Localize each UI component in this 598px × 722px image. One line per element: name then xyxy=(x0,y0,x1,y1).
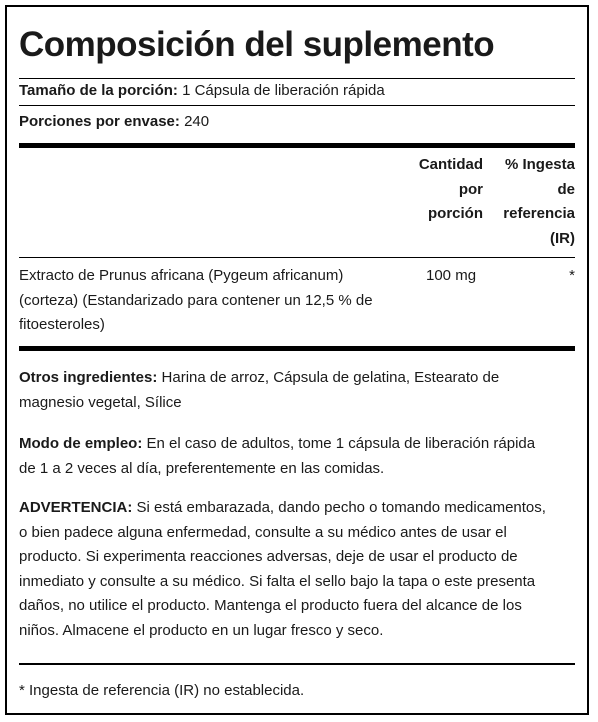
serving-size-value: 1 Cápsula de liberación rápida xyxy=(182,82,385,99)
divider-thick xyxy=(19,143,575,148)
directions-line: de 1 a 2 veces al día, preferentemente en las comidas. xyxy=(19,459,385,477)
divider-thin xyxy=(19,663,575,665)
divider-thin xyxy=(19,257,575,258)
panel-title: Composición del suplemento xyxy=(19,25,495,64)
header-line: referencia xyxy=(503,205,575,222)
servings-per-container-value: 240 xyxy=(184,113,210,130)
header-line: Cantidad xyxy=(418,156,483,173)
warning-line: o bien padece alguna enfermedad, consulte a su médico antes de usar el xyxy=(19,523,507,541)
other-ingredients-text: Harina de arroz, Cápsula de gelatina, Estearato de xyxy=(157,369,500,386)
supplement-facts-panel xyxy=(5,5,589,715)
divider-thin xyxy=(19,105,575,106)
ingredient-amount: 100 mg xyxy=(426,267,477,284)
other-ingredients-line xyxy=(19,366,575,391)
warning-line: daños, no utilice el producto. Mantenga el producto fuera del alcance de los xyxy=(19,597,522,614)
warning xyxy=(19,496,575,643)
ingredient-line: (corteza) (Estandarizado para contener un 12,5 % de xyxy=(19,291,373,309)
serving-size-row xyxy=(19,82,385,99)
warning-line xyxy=(19,496,575,521)
directions-text: En el caso de adultos, tome 1 cápsula de liberación rápida xyxy=(142,435,536,452)
other-ingredients xyxy=(19,366,575,415)
warning-line: niños. Almacene el producto en un lugar fresco y seco. xyxy=(19,621,384,639)
header-line: % Ingesta xyxy=(504,156,575,173)
warning-line: producto. Si experimenta reacciones adversas, deje de usar el producto de xyxy=(19,548,518,565)
ingredient-line: fitoesteroles) xyxy=(19,316,105,333)
footnote: * Ingesta de referencia (IR) no establecida. xyxy=(19,682,305,699)
other-ingredients-line: magnesio vegetal, Sílice xyxy=(19,393,182,411)
column-header-amount xyxy=(419,153,483,227)
directions-label: Modo de empleo: xyxy=(19,435,143,452)
divider-thick xyxy=(19,346,575,351)
directions xyxy=(19,432,575,481)
servings-per-container-label: Porciones por envase: xyxy=(19,113,180,130)
header-line: porción xyxy=(428,205,483,222)
servings-per-container-row xyxy=(19,113,209,130)
divider-thin xyxy=(19,78,575,79)
other-ingredients-label: Otros ingredientes: xyxy=(19,369,158,386)
warning-text: Si está embarazada, dando pecho o tomando medicamentos, xyxy=(132,499,546,516)
warning-line: inmediato y consulte a su médico. Si falta el sello bajo la tapa o este presenta xyxy=(19,572,536,590)
ingredient-line: Extracto de Prunus africana (Pygeum africanum) xyxy=(19,267,344,284)
header-line: de xyxy=(557,180,575,198)
warning-label: ADVERTENCIA: xyxy=(19,499,133,516)
serving-size-label: Tamaño de la porción: xyxy=(19,82,178,99)
table-row-ingredient xyxy=(19,264,414,338)
ingredient-ir: * xyxy=(569,267,575,284)
column-header-ir xyxy=(503,153,575,251)
header-line: (IR) xyxy=(550,229,575,247)
header-line: por xyxy=(458,180,483,198)
directions-line xyxy=(19,432,575,457)
